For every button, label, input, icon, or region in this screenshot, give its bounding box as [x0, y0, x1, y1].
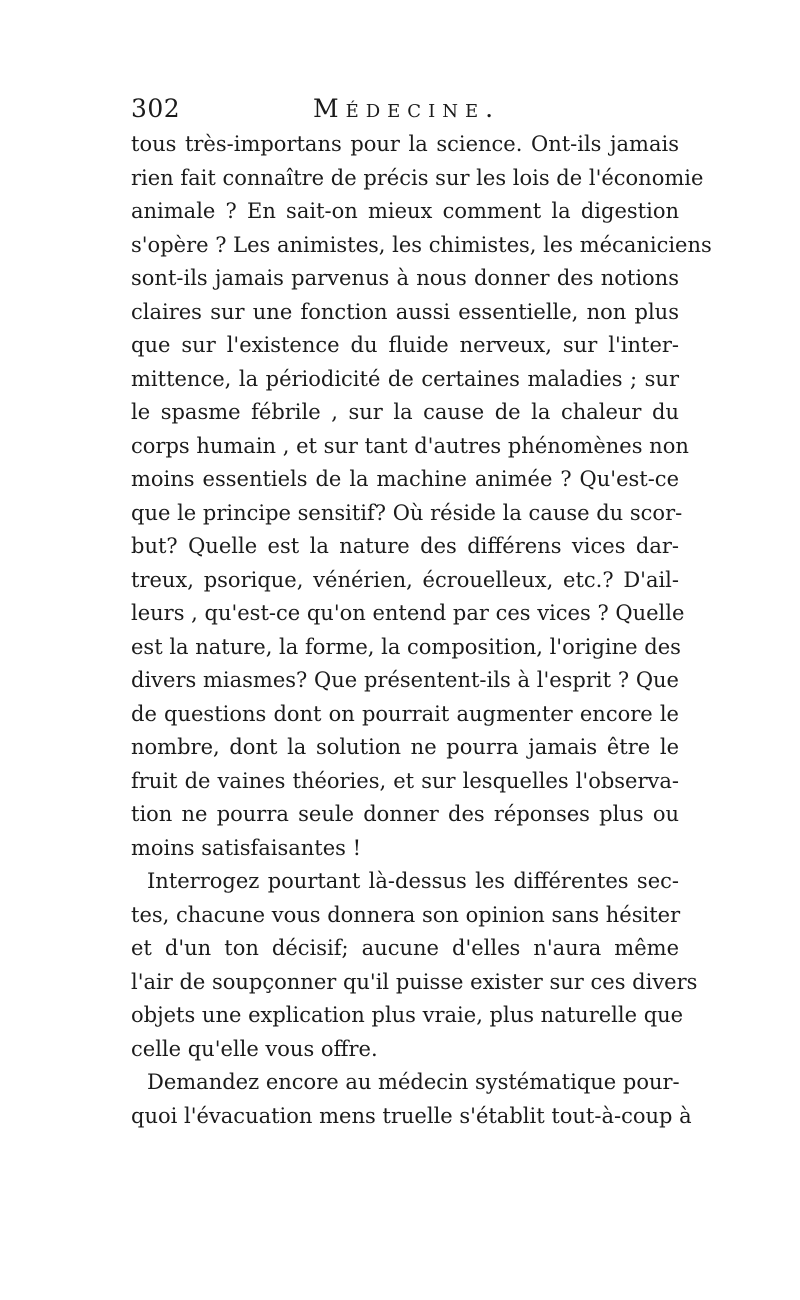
text-line: celle qu'elle vous offre. [131, 1036, 378, 1061]
text-line: divers miasmes? Que présentent-ils à l'esprit ? Que [131, 668, 679, 692]
text-line: tion ne pourra seule donner des réponses plus ou [131, 802, 679, 826]
text-line: rien fait connaître de précis sur les lois de l'économie [131, 165, 704, 190]
text-line: corps humain , et sur tant d'autres phénomènes non [131, 433, 689, 458]
text-line: le spasme fébrile , sur la cause de la chaleur du [131, 400, 679, 424]
text-line: que sur l'existence du fluide nerveux, sur l'inter- [131, 333, 679, 357]
text-line: quoi l'évacuation mens truelle s'établit tout-à-coup à [131, 1103, 692, 1128]
text-line: leurs , qu'est-ce qu'on entend par ces vices ? Quelle [131, 601, 685, 625]
text-line: s'opère ? Les animistes, les chimistes, les mécaniciens [131, 232, 712, 257]
text-line: mittence, la périodicité de certaines maladies ; sur [131, 366, 679, 391]
text-line: animale ? En sait-on mieux comment la digestion [131, 199, 679, 223]
paragraph-first-line: Interrogez pourtant là-dessus les différentes sec- [147, 869, 679, 893]
text-line: moins essentiels de la machine animée ? Qu'est-ce [131, 467, 679, 491]
body-text [131, 128, 712, 1133]
text-line: objets une explication plus vraie, plus naturelle que [131, 1003, 684, 1027]
text-line: moins satisfaisantes ! [131, 835, 362, 860]
text-line: tes, chacune vous donnera son opinion sans hésiter [131, 902, 681, 927]
text-line: treux, psorique, vénérien, écrouelleux, etc.? D'ail- [131, 567, 679, 592]
text-line: fruit de vaines théories, et sur lesquelles l'observa- [131, 768, 679, 793]
paragraph-first-line: Demandez encore au médecin systématique pour- [147, 1070, 680, 1094]
running-title: Médecine. [313, 94, 501, 123]
page-header [131, 94, 691, 126]
text-line: l'air de soupçonner qu'il puisse exister sur ces divers [131, 969, 698, 994]
text-line: que le principe sensitif? Où réside la cause du scor- [131, 500, 683, 525]
text-line: tous très-importans pour la science. Ont-ils jamais [131, 132, 679, 156]
text-line: de questions dont on pourrait augmenter encore le [131, 701, 679, 726]
text-line: et d'un ton décisif; aucune d'elles n'aura même [131, 936, 679, 960]
text-line: sont-ils jamais parvenus à nous donner des notions [131, 266, 679, 290]
text-line: claires sur une fonction aussi essentielle, non plus [131, 299, 679, 324]
text-line: but? Quelle est la nature des différens vices dar- [131, 534, 679, 558]
text-line: nombre, dont la solution ne pourra jamais être le [131, 735, 679, 759]
page-number: 302 [131, 94, 181, 123]
text-line: est la nature, la forme, la composition, l'origine des [131, 634, 681, 659]
